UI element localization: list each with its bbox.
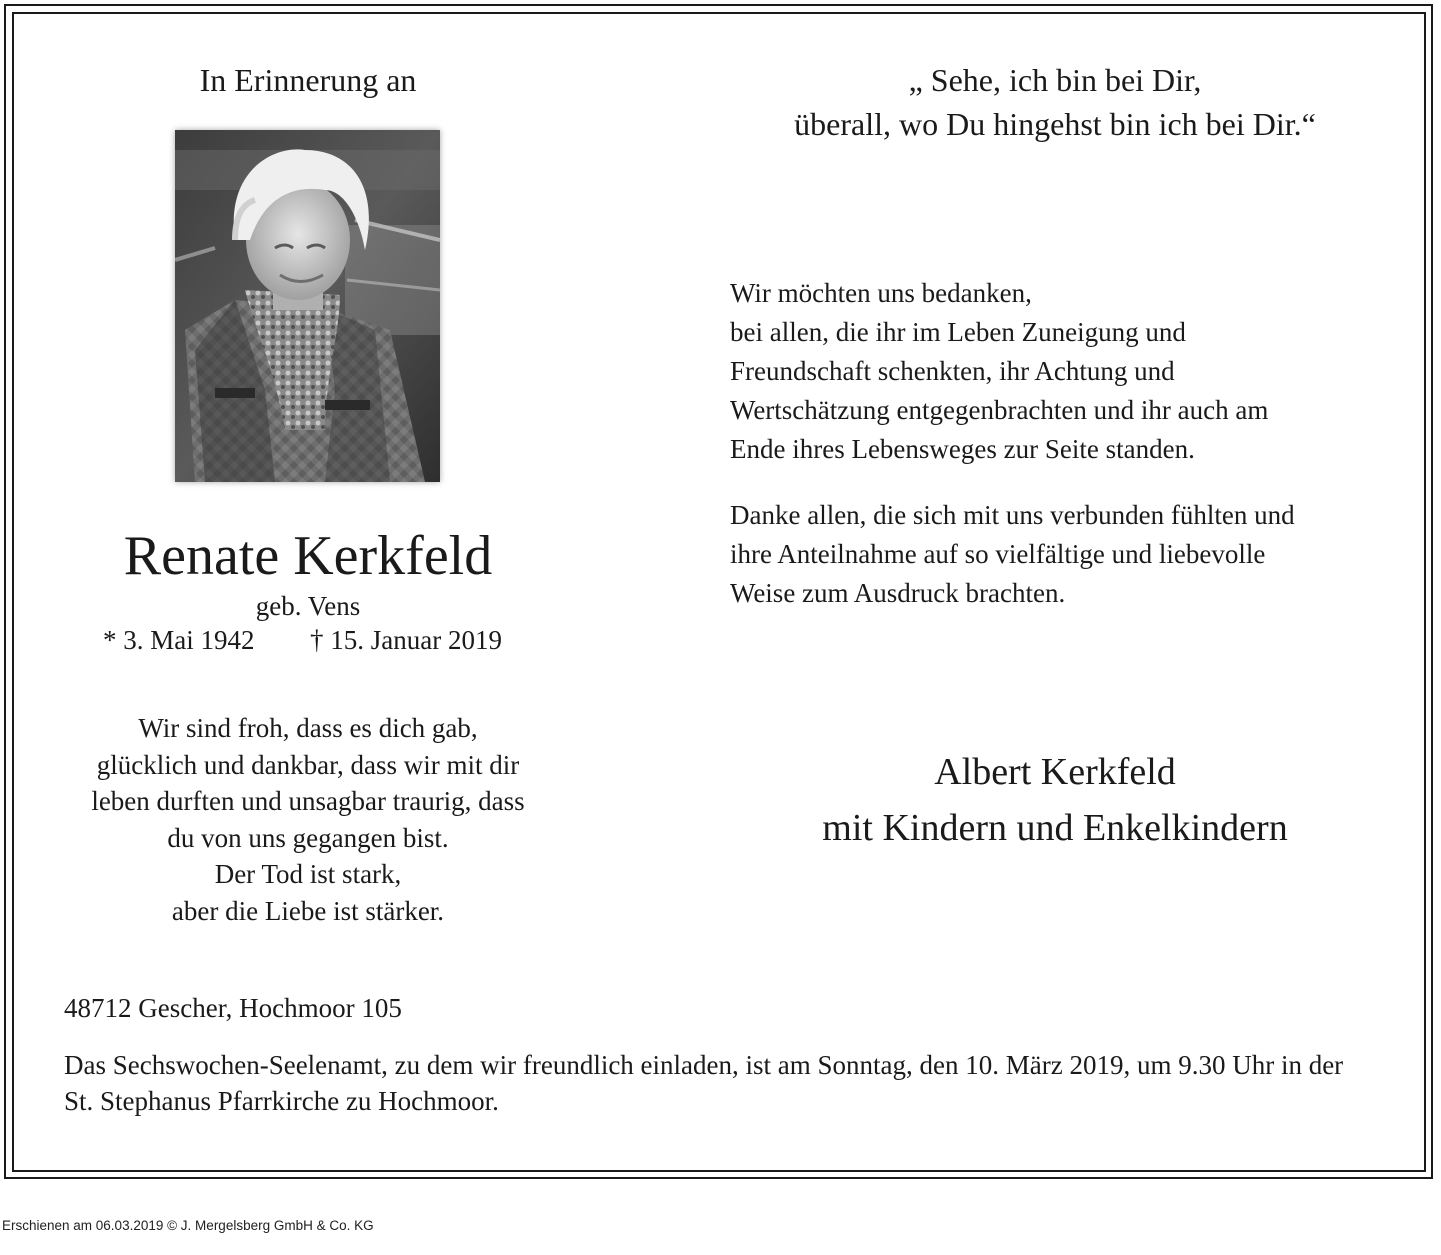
quote-line: überall, wo Du hingehst bin ich bei Dir.“ <box>794 106 1316 142</box>
poem-line: leben durften und unsagbar traurig, dass <box>91 786 525 816</box>
thanks-paragraph <box>730 274 1350 469</box>
service-line: St. Stephanus Pfarrkirche zu Hochmoor. <box>64 1086 499 1116</box>
thanks-line: ihre Anteilnahme auf so vielfältige und liebevolle <box>730 539 1266 569</box>
thanks-line: Weise zum Ausdruck brachten. <box>730 578 1066 608</box>
thanks-line: bei allen, die ihr im Leben Zuneigung und <box>730 317 1186 347</box>
portrait-photo <box>175 130 440 482</box>
signers <box>760 744 1350 856</box>
poem-line: du von uns gegangen bist. <box>167 822 449 853</box>
signer-line: mit Kindern und Enkelkindern <box>822 807 1288 849</box>
thanks-line: Wir möchten uns bedanken, <box>730 278 1032 308</box>
memorial-intro: In Erinnerung an <box>199 62 417 98</box>
quote <box>760 58 1350 146</box>
thanks-line: Ende ihres Lebensweges zur Seite standen. <box>730 434 1195 464</box>
poem-line: aber die Liebe ist stärker. <box>171 895 445 926</box>
thanks-line: Danke allen, die sich mit uns verbunden fühlten und <box>730 500 1295 530</box>
death-date: † 15. Januar 2019 <box>310 625 502 655</box>
deceased-name: Renate Kerkfeld <box>123 525 493 587</box>
publication-credit: Erschienen am 06.03.2019 © J. Mergelsberg GmbH & Co. KG <box>2 1218 374 1233</box>
thanks-line: Wertschätzung entgegenbrachten und ihr auch am <box>730 395 1269 425</box>
maiden-name: geb. Vens <box>255 591 361 621</box>
poem-line: Der Tod ist stark, <box>214 859 402 889</box>
thanks-line: Freundschaft schenkten, ihr Achtung und <box>730 356 1175 386</box>
thanks-paragraph-2 <box>730 496 1350 613</box>
service-line: Das Sechswochen-Seelenamt, zu dem wir freundlich einladen, ist am Sonntag, den 10. März 2019, um 9.30 Uhr in der <box>64 1050 1344 1080</box>
poem-line: glücklich und dankbar, dass wir mit dir <box>96 749 520 780</box>
quote-line: „ Sehe, ich bin bei Dir, <box>908 62 1202 98</box>
poem-line: Wir sind froh, dass es dich gab, <box>138 713 478 743</box>
birth-date: * 3. Mai 1942 <box>103 625 255 655</box>
poem <box>58 710 558 929</box>
signer-line: Albert Kerkfeld <box>934 751 1176 793</box>
address: 48712 Gescher, Hochmoor 105 <box>64 993 402 1023</box>
service-notice <box>64 1047 1394 1119</box>
